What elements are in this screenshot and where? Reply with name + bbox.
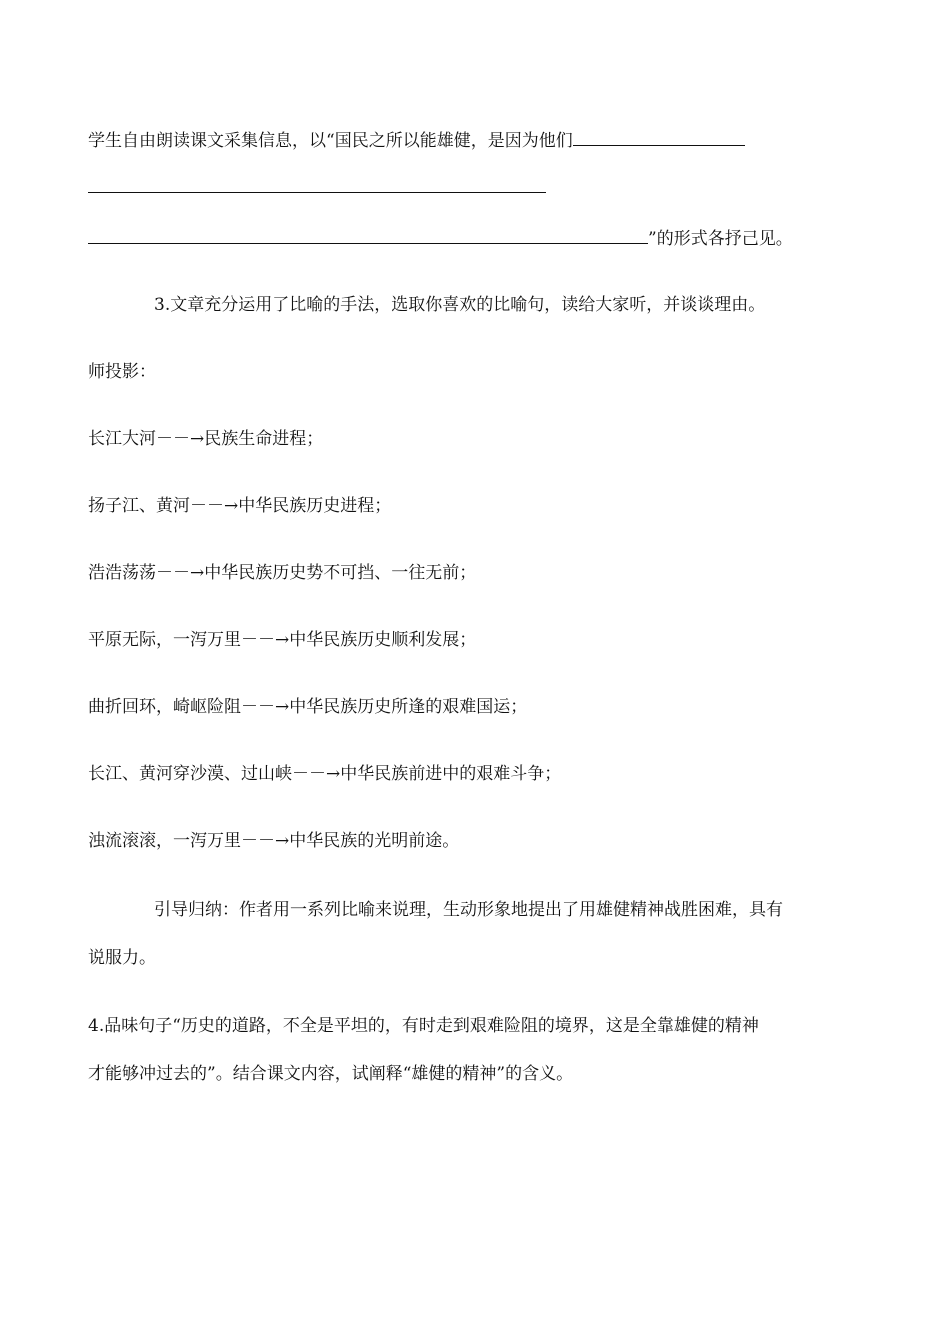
metaphor-target: 中华民族历史所逢的艰难国运； — [289, 697, 528, 717]
summary-line-1: 引导归纳：作者用一系列比喻来说理，生动形象地提出了用雄健精神战胜困难，具有 — [154, 900, 783, 920]
arrow-icon: －－→ — [156, 563, 205, 583]
metaphor-source: 平原无际，一泻万里 — [88, 630, 241, 650]
arrow-icon: －－→ — [241, 697, 290, 717]
metaphor-target: 中华民族历史势不可挡、一往无前； — [204, 563, 477, 583]
metaphor-source: 浊流滚滚，一泻万里 — [88, 831, 241, 851]
arrow-icon: －－→ — [241, 630, 290, 650]
metaphor-target: 中华民族的光明前途。 — [289, 831, 460, 851]
metaphor-source: 扬子江、黄河 — [88, 496, 190, 516]
question-3: 3.文章充分运用了比喻的手法，选取你喜欢的比喻句，读给大家听，并谈谈理由。 — [154, 295, 766, 315]
metaphor-target: 民族生命进程； — [204, 429, 324, 449]
metaphor-item — [88, 829, 459, 853]
metaphor-target: 中华民族历史顺利发展； — [289, 630, 477, 650]
arrow-icon: －－→ — [241, 831, 290, 851]
metaphor-item — [88, 427, 323, 451]
metaphor-item — [88, 695, 527, 719]
answer-blank-1[interactable] — [573, 128, 745, 146]
projection-heading: 师投影： — [88, 362, 156, 382]
metaphor-item — [88, 561, 476, 585]
metaphor-item — [88, 762, 561, 786]
metaphor-source: 长江、黄河穿沙漠、过山峡 — [88, 764, 292, 784]
answer-blank-2[interactable] — [88, 192, 546, 193]
arrow-icon: －－→ — [292, 764, 341, 784]
summary-line-2: 说服力。 — [88, 948, 156, 968]
intro-text-1: 学生自由朗读课文采集信息，以“国民之所以能雄健，是因为他们 — [88, 131, 573, 151]
intro-line-1 — [88, 128, 745, 152]
metaphor-source: 曲折回环，崎岖险阻 — [88, 697, 241, 717]
metaphor-target: 中华民族前进中的艰难斗争； — [340, 764, 562, 784]
question-4-line-1: 4.品味句子“历史的道路，不全是平坦的，有时走到艰难险阻的境界，这是全靠雄健的精神 — [88, 1016, 759, 1036]
question-4-line-2: 才能够冲过去的”。结合课文内容，试阐释“雄健的精神”的含义。 — [88, 1064, 574, 1084]
metaphor-source: 浩浩荡荡 — [88, 563, 156, 583]
metaphor-target: 中华民族历史进程； — [238, 496, 392, 516]
arrow-icon: －－→ — [190, 496, 239, 516]
arrow-icon: －－→ — [156, 429, 205, 449]
metaphor-item — [88, 494, 391, 518]
intro-line-3 — [88, 226, 793, 250]
answer-blank-3[interactable] — [88, 226, 648, 244]
intro-text-3: ”的形式各抒己见。 — [648, 229, 793, 249]
metaphor-item — [88, 628, 476, 652]
metaphor-source: 长江大河 — [88, 429, 156, 449]
